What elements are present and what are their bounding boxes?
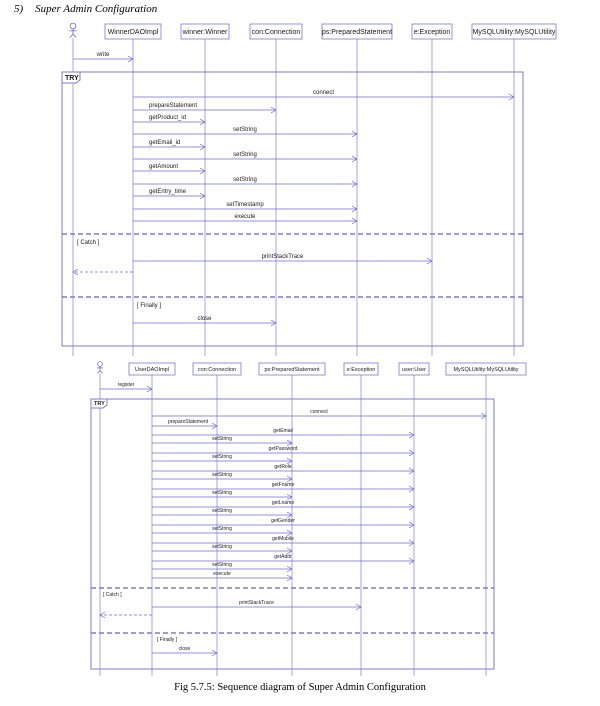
diagram2-finally-label: [ Finally ] <box>157 637 178 643</box>
diagram2-message-label: close <box>178 646 191 652</box>
diagram1-message-label: getEntry_time <box>149 189 187 195</box>
diagram2-try-frame <box>91 399 494 669</box>
diagram1-lifeline-label: WinnerDAOImpl <box>107 29 159 36</box>
diagram2-message-label: getGender <box>271 518 295 524</box>
diagram1-message-label: execute <box>234 214 256 220</box>
diagram2-message-label: setString <box>212 490 232 496</box>
diagram2-lifeline-label: user:User <box>402 366 426 373</box>
diagram1-message-label: close <box>197 316 212 322</box>
diagram2-message-label: printStackTrace <box>239 600 274 606</box>
diagram1-initial-label: write <box>96 52 110 58</box>
diagram2-lifeline-label: ps:PreparedStatement <box>264 366 320 373</box>
diagram2-message-label: setString <box>212 472 232 478</box>
figure-caption: Fig 5.7.5: Sequence diagram of Super Admin Configuration <box>174 682 426 693</box>
diagram1-message-label: printStackTrace <box>261 254 304 260</box>
diagram1-lifeline-label: MySQLUtility:MySQLUtility <box>472 29 556 36</box>
section-number: 5) <box>14 3 24 15</box>
diagram2-initial-label: register <box>117 382 135 388</box>
diagram1-message-label: getAmount <box>149 164 179 170</box>
diagram2-message-label: getPassword <box>268 446 298 452</box>
diagram2-message-label: getLname <box>271 500 295 506</box>
diagram2-message-label: setString <box>212 508 232 514</box>
section-title: Super Admin Configuration <box>35 3 158 15</box>
diagram2-lifeline-label: MySQLUtility:MySQLUtility <box>453 366 519 373</box>
diagram1-message-label: prepareStatement <box>149 103 198 109</box>
diagram1-actor-icon <box>69 23 76 37</box>
diagram1-message-label: setString <box>233 177 257 183</box>
diagram1-finally-label: [ Finally ] <box>137 303 162 309</box>
diagram2-message-label: setString <box>212 454 232 460</box>
diagram2-message-arrow <box>100 612 152 618</box>
diagram1-lifeline-label: ps:PreparedStatement <box>321 29 393 36</box>
diagram2-lifeline-label: con:Connection <box>197 366 237 373</box>
diagram1-message-arrow <box>73 269 133 275</box>
diagram1-lifeline-label: winner:Winner <box>182 29 228 36</box>
diagram2-message-label: getRole <box>274 464 292 470</box>
diagram1-lifeline-label: e:Exception <box>413 29 451 36</box>
diagram1-try-label: TRY <box>65 75 79 82</box>
diagram2-try-label: TRY <box>94 401 105 407</box>
diagram1-lifeline-label: con:Connection <box>251 29 301 36</box>
diagram2-lifeline-label: e:Exception <box>346 366 376 373</box>
diagram1-message-label: setString <box>233 127 257 133</box>
diagram1-catch-label: [ Catch ] <box>77 240 100 246</box>
diagram1-message-label: setString <box>233 152 257 158</box>
diagram2-message-label: getAddr <box>274 554 292 560</box>
diagram1-message-label: getEmail_id <box>149 140 181 146</box>
diagram2-message-label: execute <box>213 571 231 577</box>
diagram2-message-label: getMobile <box>272 536 294 542</box>
diagram1-message-label: getProduct_id <box>149 115 187 121</box>
diagram2-message-label: setString <box>212 526 232 532</box>
diagram2-message-label: prepareStatement <box>168 419 209 425</box>
diagram2-message-label: setString <box>212 544 232 550</box>
diagram2-message-label: getFname <box>271 482 295 488</box>
diagram2-catch-label: [ Catch ] <box>103 592 122 598</box>
diagram2-lifeline-label: UserDAOImpl <box>135 366 169 373</box>
diagram2-actor-icon <box>97 362 103 374</box>
diagram1-message-label: connect <box>312 90 335 96</box>
diagram2-message-label: setString <box>212 436 232 442</box>
diagram2-message-label: getEmail <box>273 428 293 434</box>
diagram1-message-label: setTimestamp <box>226 202 264 208</box>
diagram2-message-label: setString <box>212 562 232 568</box>
diagram2-message-label: connect <box>310 409 328 415</box>
